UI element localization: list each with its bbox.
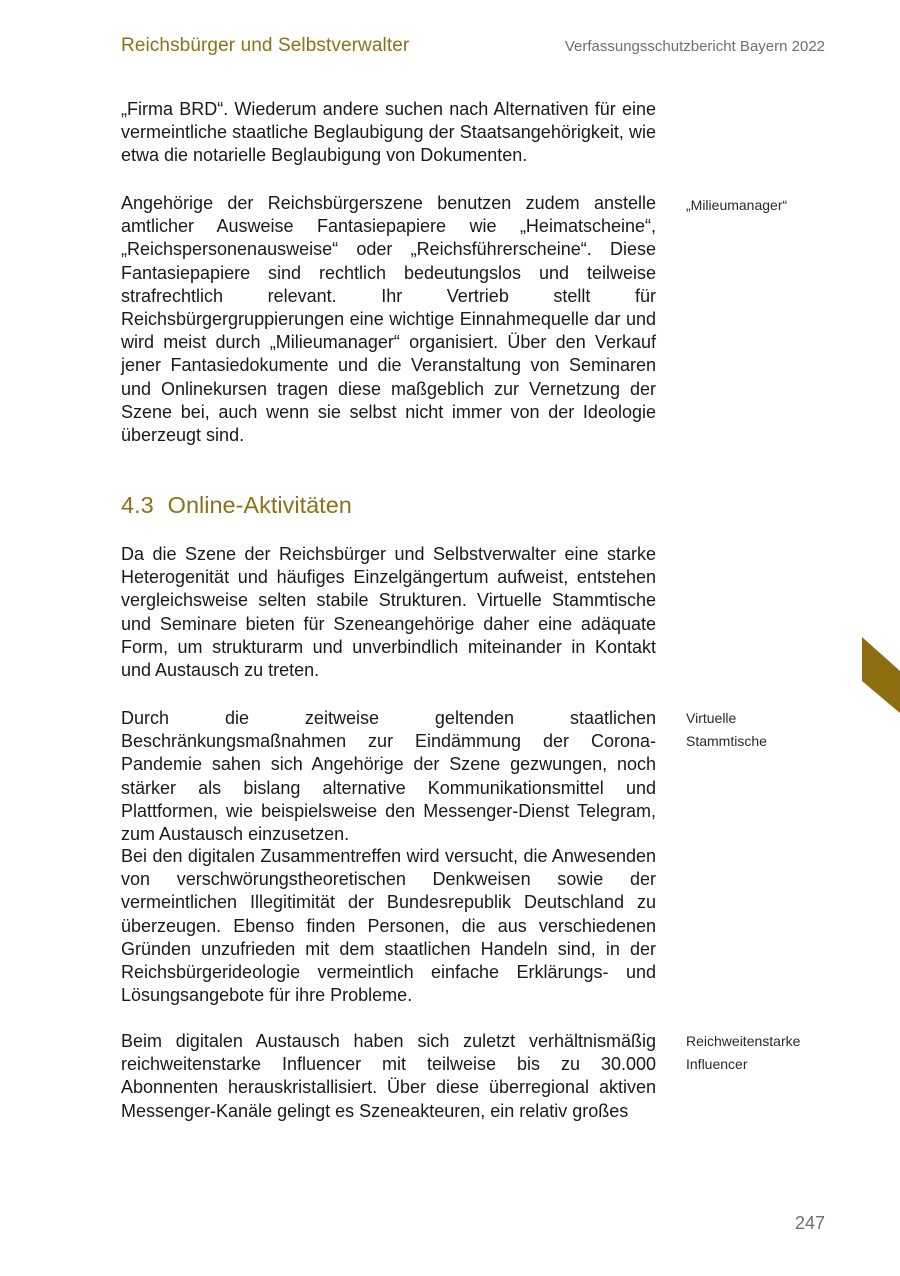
margin-note-milieumanager: „Milieumanager“ [686, 197, 788, 213]
chapter-tab-marker [862, 637, 900, 713]
section-heading [121, 492, 352, 519]
section-title-text: Online-Aktivitäten [167, 492, 352, 518]
margin-note-virtuelle-stammtische: Virtuelle Stammtische [686, 710, 767, 749]
paragraph-6: Beim digitalen Austausch haben sich zuletzt verhältnismäßig reichweitenstarke Influencer mit teilweise bis zu 30.000 Abonnenten herauskristallisiert. Über diese überregional aktiven Messenger-Kanäle gelingt es Szeneakteuren, ein relativ großes [121, 1031, 656, 1121]
page-number: 247 [794, 1213, 825, 1233]
running-header-title: Reichsbürger und Selbstverwalter [121, 35, 410, 56]
running-header-report: Verfassungsschutzbericht Bayern 2022 [564, 38, 825, 55]
paragraph-3: Da die Szene der Reichsbürger und Selbstverwalter eine starke Heterogenität und häufiges Einzelgängertum aufweist, entstehen vergleichsweise selten stabile Strukturen. Virtuelle Stammtische und Seminare bieten für Szeneangehörige daher eine adäquate Form, um strukturarm und unverbindlich miteinander in Kontakt und Austausch zu treten. [121, 544, 656, 681]
margin-note-reichweitenstarke-influencer: Reichweitenstarke Influencer [686, 1033, 801, 1072]
section-number: 4.3 [121, 492, 154, 518]
paragraph-1: „Firma BRD“. Wiederum andere suchen nach Alternativen für eine vermeintliche staatliche Beglaubigung der Staatsangehörigkeit, wie etwa die notarielle Beglaubigung von Dokumenten. [121, 99, 656, 166]
paragraph-2: Angehörige der Reichsbürgerszene benutzen zudem anstelle amtlicher Ausweise Fantasiepapiere wie „Heimatscheine“, „Reichspersonenausweise“ oder „Reichsführerscheine“. Diese Fantasiepapiere sind rechtlich bedeutungslos und teilweise strafrechtlich relevant. Ihr Vertrieb stellt für Reichsbürgergruppierungen eine wichtige Einnahmequelle dar und wird meist durch „Milieumanager“ organisiert. Über den Verkauf jener Fantasiedokumente und die Veranstaltung von Seminaren und Onlinekursen tragen diese maßgeblich zur Vernetzung der Szene bei, auch wenn sie selbst nicht immer von der Ideologie überzeugt sind. [121, 193, 656, 446]
paragraph-5: Bei den digitalen Zusammentreffen wird versucht, die Anwesenden von verschwörungstheoretischen Denkweisen sowie der vermeintlichen Illegitimität der Bundesrepublik Deutschland zu überzeugen. Ebenso finden Personen, die aus verschiedenen Gründen unzufrieden mit dem staatlichen Handeln sind, in der Reichsbürgerideologie vermeintlich einfache Erklärungs- und Lösungsangebote für ihre Probleme. [121, 846, 656, 1006]
paragraph-4: Durch die zeitweise geltenden staatlichen Beschränkungsmaßnahmen zur Eindämmung der Corona-Pandemie sahen sich Angehörige der Szene gezwungen, noch stärker als bislang alternative Kommunikationsmittel und Plattformen, wie beispielsweise den Messenger-Dienst Telegram, zum Austausch einzusetzen. [121, 708, 656, 845]
